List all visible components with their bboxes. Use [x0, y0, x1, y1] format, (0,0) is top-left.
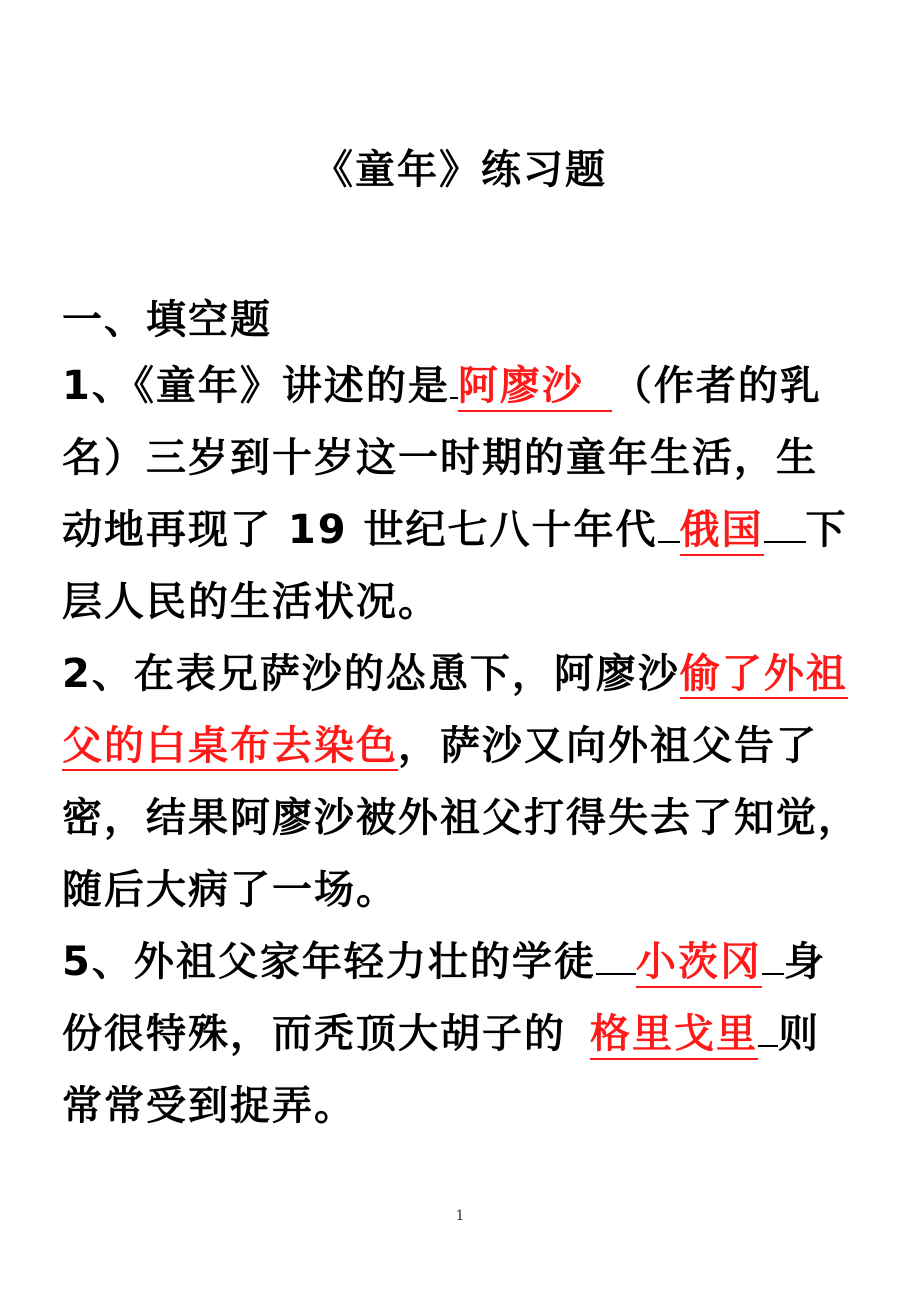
- q2-text: 2、在表兄萨沙的怂恿下，阿廖沙: [62, 651, 680, 697]
- q1-blank-lead: [450, 397, 458, 399]
- section-heading: 一、填空题: [62, 297, 272, 343]
- q1-line3: [62, 502, 848, 558]
- q2-text: ，萨沙又向外祖父告了: [398, 723, 818, 769]
- q1-text: 下: [805, 507, 848, 553]
- page-number: 1: [455, 1208, 465, 1224]
- q2-line1: [62, 646, 848, 702]
- q1-line1: [62, 358, 822, 414]
- q1-text: 1、《童年》讲述的是: [62, 363, 450, 409]
- q2-line3: 密，结果阿廖沙被外祖父打得失去了知觉，: [62, 795, 860, 841]
- q5-text: 份很特殊，而秃顶大胡子的: [62, 1011, 566, 1057]
- q5-line3: 常常受到捉弄。: [62, 1083, 356, 1129]
- q5-blank-lead: [596, 973, 636, 975]
- q1-blank-trail: [764, 541, 806, 543]
- q1-text: （作者的乳: [611, 363, 822, 409]
- page-title: 《童年》练习题: [313, 147, 607, 193]
- q1-answer-1: 阿廖沙: [458, 362, 612, 412]
- q5-line2: [62, 1006, 820, 1062]
- q2-answer-part2: 父的白桌布去染色: [62, 723, 398, 769]
- q1-answer-2: 俄国: [680, 506, 764, 556]
- q5-answer-1: 小茨冈: [636, 938, 762, 988]
- q2-line4: 随后大病了一场。: [62, 867, 398, 913]
- q1-text: 动地再现了 19 世纪七八十年代: [62, 507, 658, 553]
- q5-blank-trail: [762, 973, 784, 975]
- q2-line2: [62, 718, 818, 774]
- q5-line1: [62, 934, 826, 990]
- q5-text: 5、外祖父家年轻力壮的学徒: [62, 939, 596, 985]
- q1-blank-lead: [658, 541, 680, 543]
- q1-line4: 层人民的生活状况。: [62, 579, 440, 625]
- q5-text: 身: [783, 939, 826, 985]
- q5-answer-2: 格里戈里: [590, 1010, 758, 1060]
- q2-answer-part1: 偷了外祖: [679, 651, 848, 697]
- q1-line2: 名）三岁到十岁这一时期的童年生活，生: [62, 435, 818, 481]
- q5-blank-trail: [758, 1045, 778, 1047]
- q5-text: 则: [778, 1011, 820, 1057]
